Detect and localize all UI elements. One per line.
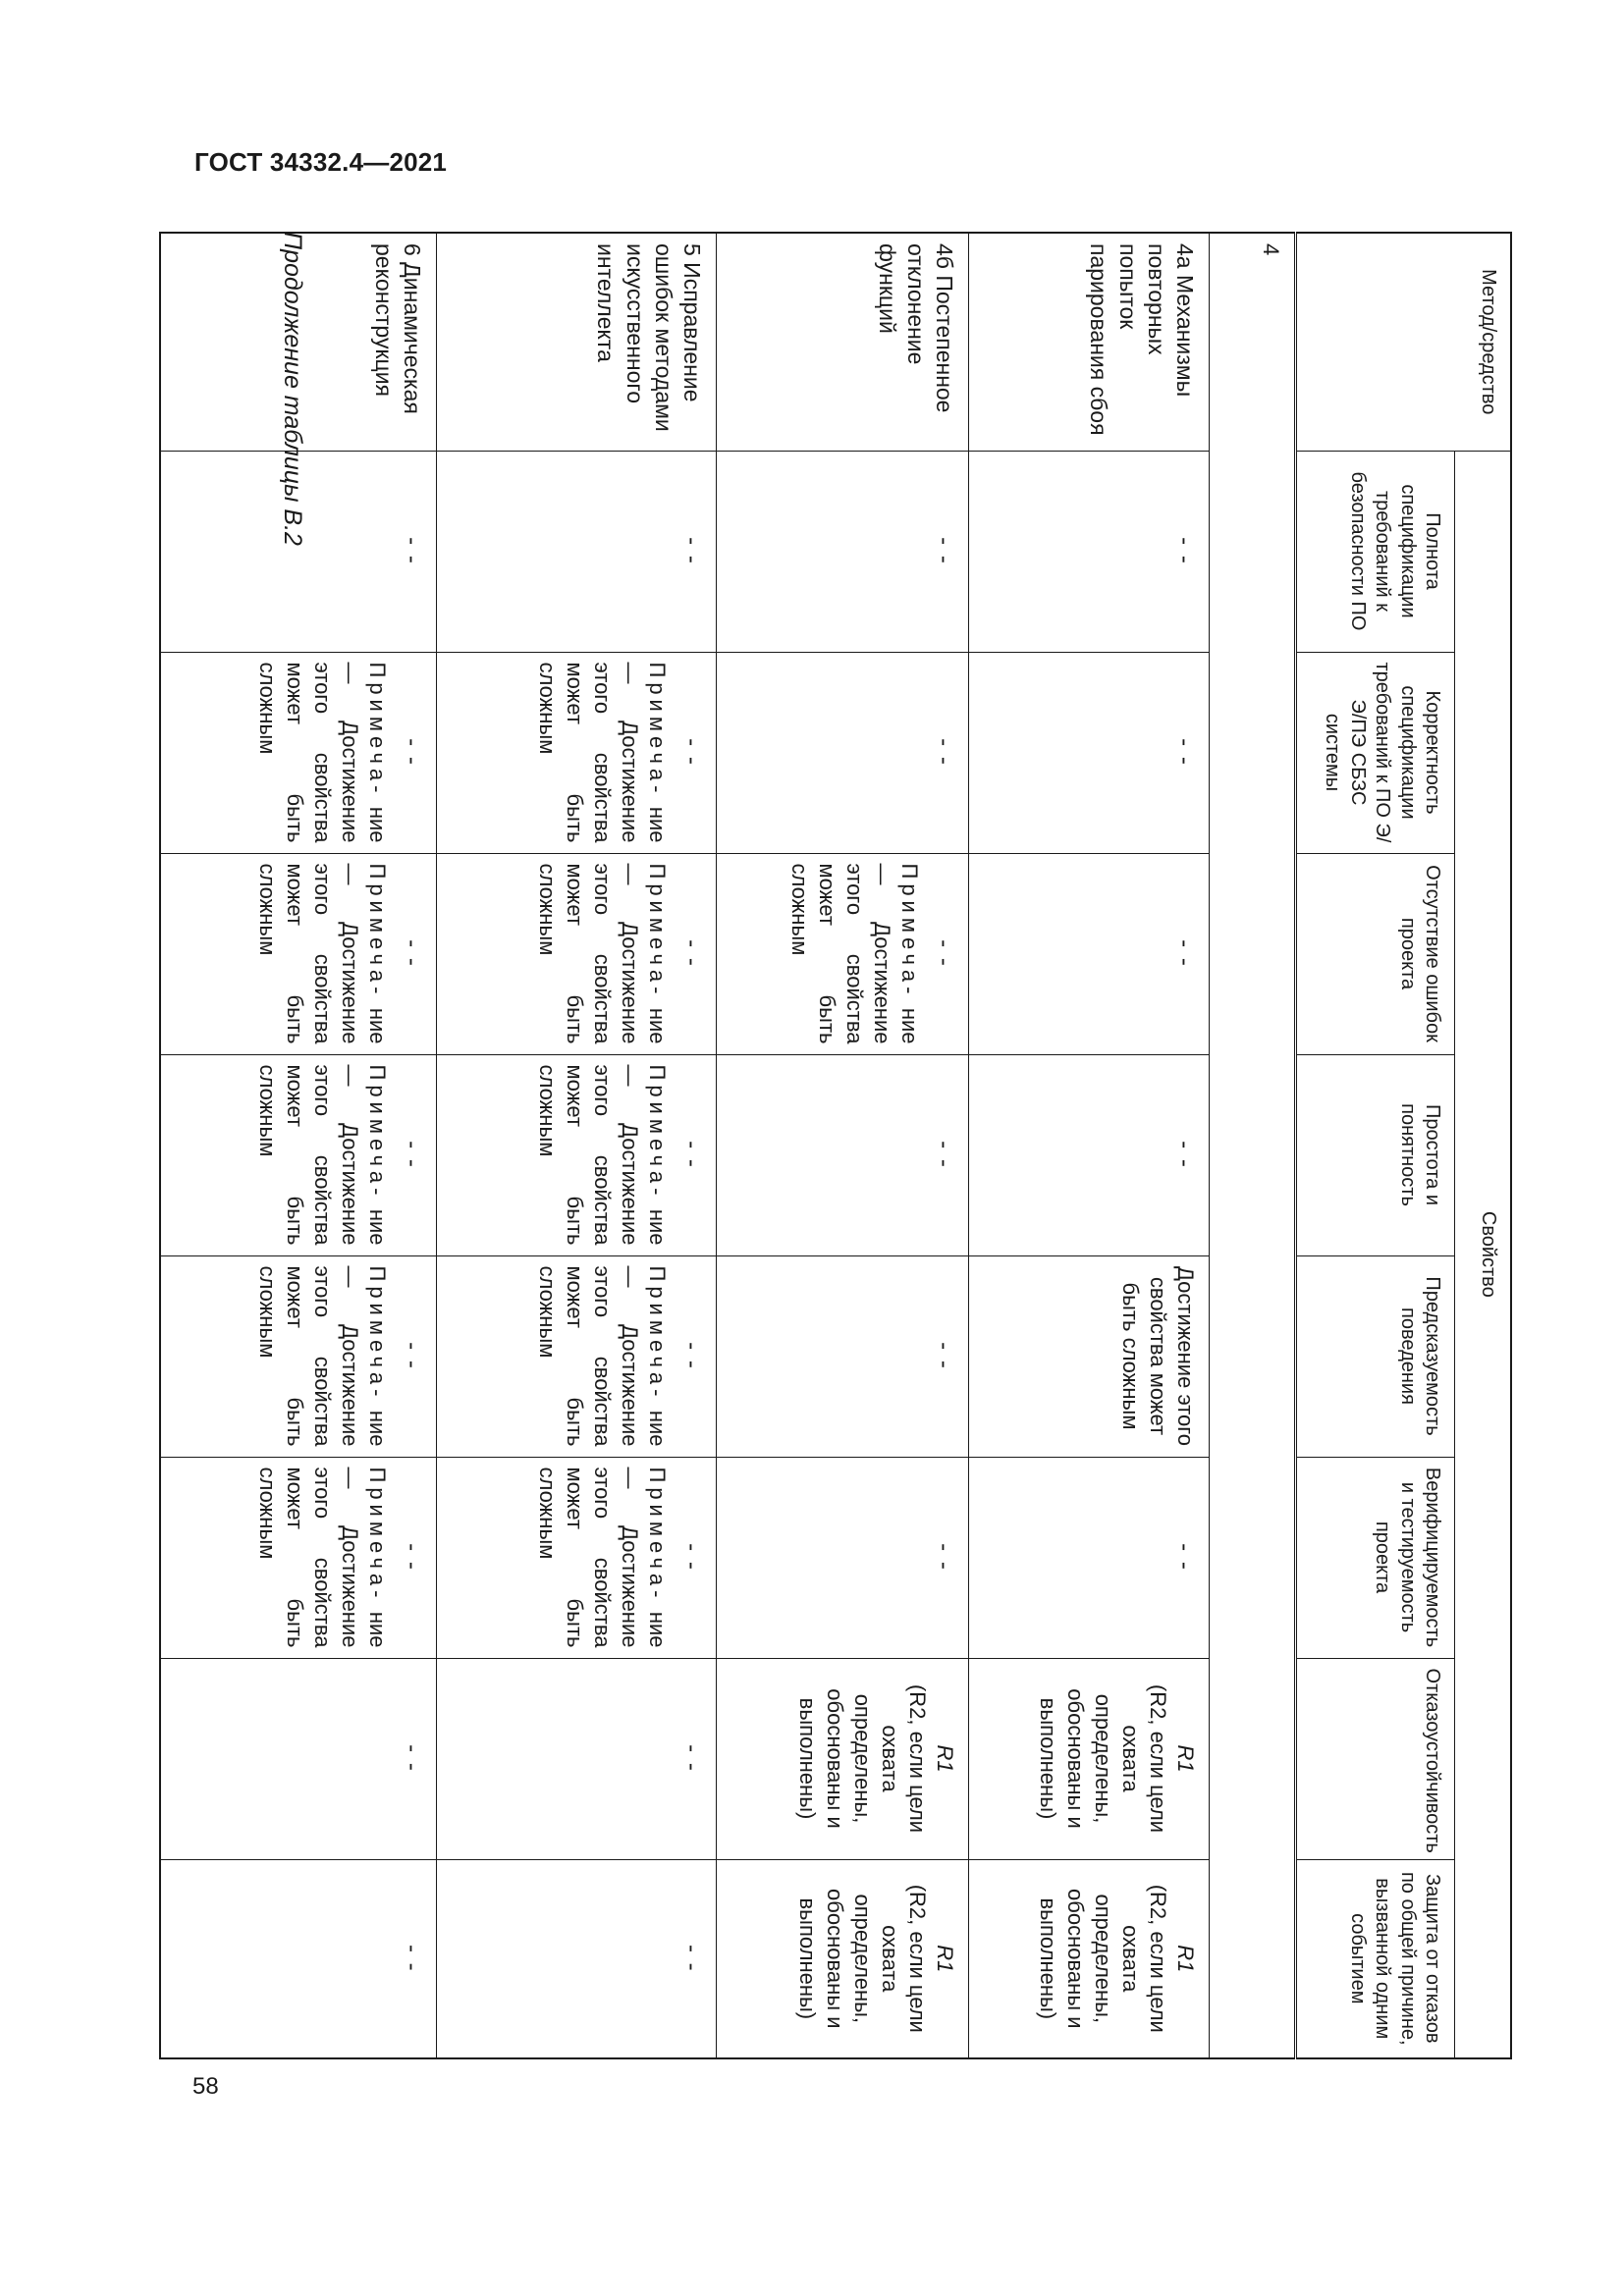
table-cell xyxy=(717,451,969,652)
dash-value: - - xyxy=(399,537,425,565)
table-cell xyxy=(969,451,1210,652)
column-header: Корректность спецификации требований к ПО Э/Э/ПЭ СБЗС системы xyxy=(1296,652,1455,853)
column-header: Полнота спецификации требований к безопасности ПО xyxy=(1296,451,1455,652)
dash-value: - - xyxy=(399,1744,425,1773)
column-number: 4 xyxy=(1210,233,1296,2058)
note-text: Примеча- ние — Достижение этого свойства может быть сложным xyxy=(534,863,670,1044)
dash-value: - - xyxy=(678,939,705,968)
table-cell xyxy=(437,652,717,853)
table-cell xyxy=(717,1054,969,1255)
table-row xyxy=(437,233,717,2058)
table-cell xyxy=(437,451,717,652)
header-group-row xyxy=(1455,233,1512,2058)
note-text: Примеча- ние — Достижение этого свойства может быть сложным xyxy=(534,1467,670,1648)
table-cell xyxy=(969,1859,1210,2058)
column-header: Отсутствие ошибок проекта xyxy=(1296,853,1455,1054)
cell-text: (R2, если цели охвата определены, обоснованы и выполнены) xyxy=(795,1884,931,2033)
table-cell xyxy=(437,1457,717,1658)
table-cell xyxy=(160,652,437,853)
table-cell xyxy=(437,1859,717,2058)
page-number: 58 xyxy=(192,2073,219,2100)
dash-value: - - xyxy=(399,1944,425,1973)
note-text: Примеча- ние — Достижение этого свойства может быть сложным xyxy=(786,863,922,1044)
property-table xyxy=(159,232,1512,2059)
table-cell xyxy=(969,1658,1210,1859)
dash-value: - - xyxy=(678,1342,705,1370)
rotated-table-area xyxy=(236,232,1512,2057)
column-header: Защита от отказов по общей причине, вызванной одним событием xyxy=(1296,1859,1455,2058)
requirement-level: R1 xyxy=(933,1744,957,1773)
dash-value: - - xyxy=(1171,738,1198,767)
table-cell xyxy=(717,1658,969,1859)
cell-text: (R2, если цели охвата определены, обоснованы и выполнены) xyxy=(795,1683,931,1834)
dash-value: - - xyxy=(399,939,425,968)
table-cell xyxy=(969,1255,1210,1457)
method-header: Метод/средство xyxy=(1296,233,1512,451)
dash-value: - - xyxy=(399,738,425,767)
table-cell xyxy=(969,652,1210,853)
table-cell xyxy=(437,853,717,1054)
column-number-row xyxy=(1210,233,1296,2058)
table-cell xyxy=(717,853,969,1054)
dash-value: - - xyxy=(399,1342,425,1370)
dash-value: - - xyxy=(931,1141,957,1169)
dash-value: - - xyxy=(678,1944,705,1973)
table-cell xyxy=(437,1658,717,1859)
table-cell xyxy=(717,1859,969,2058)
note-text: Примеча- ние — Достижение этого свойства может быть сложным xyxy=(254,863,390,1044)
column-header: Простота и понятность xyxy=(1296,1054,1455,1255)
table-cell xyxy=(717,1457,969,1658)
dash-value: - - xyxy=(678,537,705,565)
note-text: Примеча- ние — Достижение этого свойства может быть сложным xyxy=(254,1265,390,1447)
dash-value: - - xyxy=(931,738,957,767)
method-cell: 4б Постепенное отклонение функций xyxy=(717,233,969,451)
table-cell xyxy=(437,1054,717,1255)
document-header: ГОСТ 34332.4—2021 xyxy=(194,147,448,177)
table-cell xyxy=(717,1255,969,1457)
cell-text: (R2, если цели охвата определены, обоснованы и выполнены) xyxy=(1036,1683,1171,1834)
dash-value: - - xyxy=(931,939,957,968)
property-group-header: Свойство xyxy=(1455,451,1512,2058)
note-text: Примеча- ние — Достижение этого свойства может быть сложным xyxy=(254,662,390,843)
dash-value: - - xyxy=(1171,537,1198,565)
table-cell xyxy=(717,652,969,853)
dash-value: - - xyxy=(399,1141,425,1169)
table-cell xyxy=(969,1054,1210,1255)
dash-value: - - xyxy=(678,1141,705,1169)
method-cell: 5 Исправление ошибок методами искусственного интеллекта xyxy=(437,233,717,451)
header-columns-row xyxy=(1296,233,1455,2058)
cell-text: (R2, если цели охвата определены, обоснованы и выполнены) xyxy=(1036,1884,1171,2033)
note-text: Примеча- ние — Достижение этого свойства может быть сложным xyxy=(534,1064,670,1246)
column-header: Отказоустойчивость xyxy=(1296,1658,1455,1859)
table-row xyxy=(969,233,1210,2058)
table-cell xyxy=(160,853,437,1054)
requirement-level: R1 xyxy=(1173,1744,1198,1773)
table-cell xyxy=(160,1255,437,1457)
dash-value: - - xyxy=(678,1744,705,1773)
requirement-level: R1 xyxy=(933,1945,957,1973)
dash-value: - - xyxy=(1171,939,1198,968)
table-row xyxy=(717,233,969,2058)
note-text: Примеча- ние — Достижение этого свойства может быть сложным xyxy=(254,1467,390,1648)
dash-value: - - xyxy=(1171,1141,1198,1169)
dash-value: - - xyxy=(678,1543,705,1572)
requirement-level: R1 xyxy=(1173,1945,1198,1973)
table-caption: Продолжение таблицы В.2 xyxy=(279,232,306,546)
column-header: Верифицируемость и тестируемость проекта xyxy=(1296,1457,1455,1658)
table-cell xyxy=(160,1457,437,1658)
table-cell xyxy=(160,1054,437,1255)
dash-value: - - xyxy=(931,1342,957,1370)
dash-value: - - xyxy=(931,537,957,565)
dash-value: - - xyxy=(399,1543,425,1572)
table-cell xyxy=(160,1658,437,1859)
method-cell: 6 Динамическая реконструкция xyxy=(160,233,437,451)
table-cell xyxy=(969,853,1210,1054)
note-text: Примеча- ние — Достижение этого свойства может быть сложным xyxy=(534,1265,670,1447)
dash-value: - - xyxy=(678,738,705,767)
table-cell xyxy=(160,1859,437,2058)
note-text: Примеча- ние — Достижение этого свойства может быть сложным xyxy=(534,662,670,843)
table-cell xyxy=(969,1457,1210,1658)
dash-value: - - xyxy=(1171,1543,1198,1572)
note-text: Примеча- ние — Достижение этого свойства может быть сложным xyxy=(254,1064,390,1246)
method-cell: 4а Механизмы повторных попыток парирования сбоя xyxy=(969,233,1210,451)
table-cell xyxy=(437,1255,717,1457)
column-header: Предсказуемость поведения xyxy=(1296,1255,1455,1457)
cell-text: Достижение этого свойства может быть сложным xyxy=(1118,1265,1198,1447)
dash-value: - - xyxy=(931,1543,957,1572)
